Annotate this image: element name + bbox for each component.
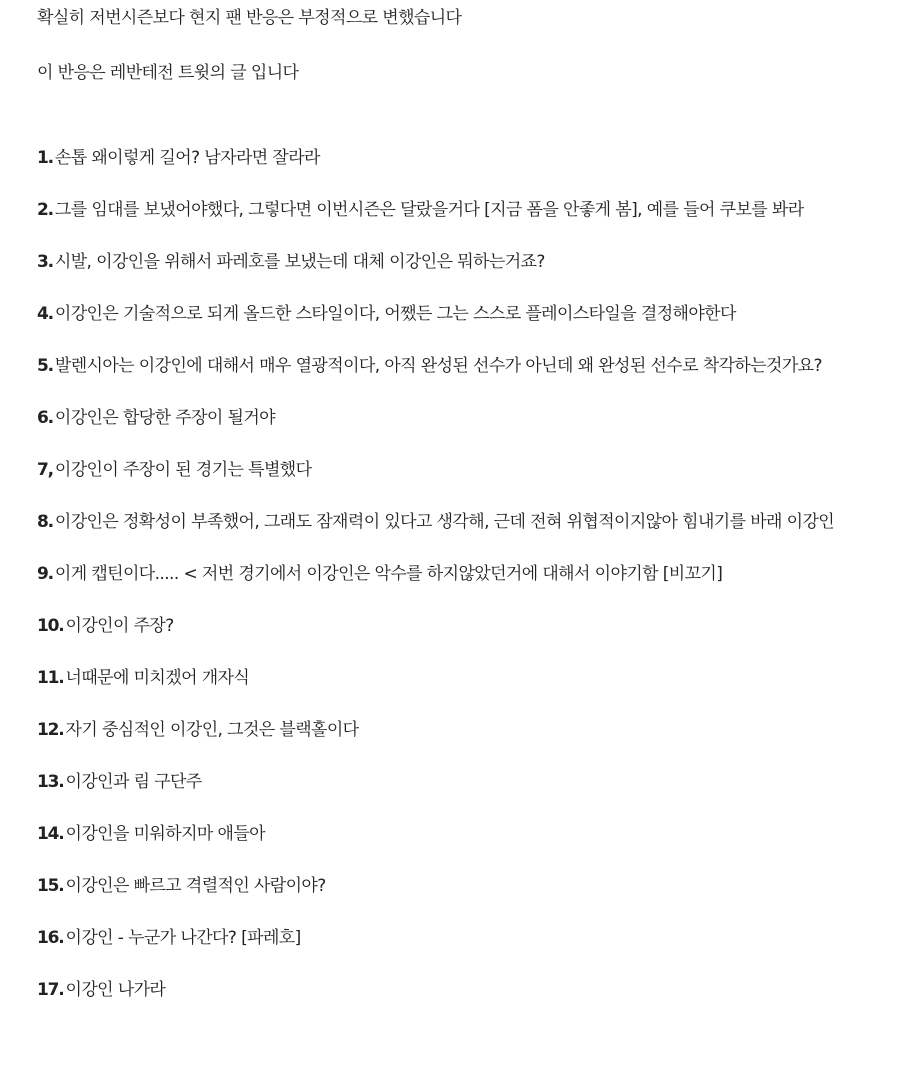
item-number: 17. [37,980,64,1000]
list-item [37,926,301,950]
item-number: 7, [37,460,53,480]
item-text: 이강인 - 누군가 나간다? [파레호] [65,928,301,948]
item-number: 6. [37,408,53,428]
item-number: 15. [37,876,64,896]
item-text: 이강인이 주장이 된 경기는 특별했다 [54,460,312,480]
item-text: 이강인과 림 구단주 [65,772,202,792]
list-item [37,562,722,586]
list-item [37,510,834,534]
item-text: 이게 캡틴이다..... < 저번 경기에서 이강인은 악수를 하지않았던거에 대해서 이야기함 [비꼬기] [54,564,723,584]
item-number: 11. [37,668,64,688]
item-text: 그를 임대를 보냈어야했다, 그렇다면 이번시즌은 달랐을거다 [지금 폼을 안좋게 봄], 예를 들어 쿠보를 봐라 [54,200,804,220]
list-item [37,770,202,794]
item-number: 10. [37,616,64,636]
item-text: 이강인 나가라 [65,980,166,1000]
list-item [37,354,822,378]
item-text: 이강인은 기술적으로 되게 올드한 스타일이다, 어쨌든 그는 스스로 플레이스타일을 결정해야한다 [54,304,736,324]
list-item [37,146,320,170]
item-number: 13. [37,772,64,792]
list-item [37,198,804,222]
item-number: 12. [37,720,64,740]
list-item [37,406,275,430]
item-text: 너때문에 미치겠어 개자식 [65,668,250,688]
item-number: 2. [37,200,53,220]
item-number: 3. [37,252,53,272]
item-text: 손톱 왜이렇게 길어? 남자라면 잘라라 [54,148,320,168]
item-text: 발렌시아는 이강인에 대해서 매우 열광적이다, 아직 완성된 선수가 아닌데 왜 완성된 선수로 착각하는것가요? [54,356,822,376]
list-item [37,822,265,846]
list-item [37,718,359,742]
item-text: 자기 중심적인 이강인, 그것은 블랙홀이다 [65,720,359,740]
list-item [37,874,326,898]
list-item [37,302,736,326]
source-note: 이 반응은 레반테전 트윗의 글 입니다 [37,63,299,83]
list-item [37,458,311,482]
item-text: 이강인은 빠르고 격렬적인 사람이야? [65,876,326,896]
list-item [37,666,249,690]
list-item [37,978,165,1002]
intro-text: 확실히 저번시즌보다 현지 팬 반응은 부정적으로 변했습니다 [37,8,462,28]
item-text: 이강인은 정확성이 부족했어, 그래도 잠재력이 있다고 생각해, 근데 전혀 위협적이지않아 힘내기를 바래 이강인 [54,512,835,532]
item-number: 14. [37,824,64,844]
item-text: 이강인은 합당한 주장이 될거야 [54,408,275,428]
item-text: 이강인이 주장? [65,616,174,636]
item-number: 1. [37,148,53,168]
item-text: 이강인을 미워하지마 애들아 [65,824,265,844]
item-number: 9. [37,564,53,584]
list-item [37,614,174,638]
item-number: 8. [37,512,53,532]
item-number: 5. [37,356,53,376]
item-number: 4. [37,304,53,324]
item-text: 시발, 이강인을 위해서 파레호를 보냈는데 대체 이강인은 뭐하는거죠? [54,252,545,272]
item-number: 16. [37,928,64,948]
list-item [37,250,545,274]
